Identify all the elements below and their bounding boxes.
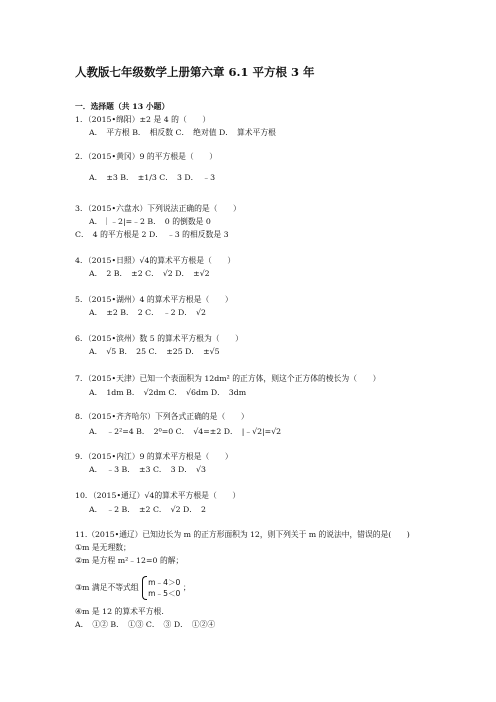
question-1: 1．（2015•绵阳）±2 是 4 的（ ） xyxy=(75,115,211,124)
question-10-options: A． ﹣2 B． ±2 C． √2 D． 2 xyxy=(89,505,206,514)
question-11: 11.（2015•通辽）已知边长为 m 的正方形面积为 12，则下列关于 m 的说法中，错误的是( ) xyxy=(75,530,410,539)
question-11-statement-1: ①m 是无理数； xyxy=(75,543,131,552)
question-8-options: A． ﹣2²=4 B． 2⁰=0 C． √4=±2 D． |﹣√2|=√2 xyxy=(89,427,282,436)
question-11-statement-3 xyxy=(75,577,191,599)
question-6-options: A． √5 B． 25 C． ±25 D． ±√5 xyxy=(89,347,220,356)
question-4-options: A． 2 B． ±2 C． √2 D． ±√2 xyxy=(89,269,210,278)
question-5-options: A． ±2 B． 2 C． ﹣2 D． √2 xyxy=(89,308,206,317)
inequality-2: m﹣5＜0 xyxy=(148,589,181,598)
question-11-statement-4: ④m 是 12 的算术平方根. xyxy=(75,607,164,616)
inequality-1: m﹣4＞0 xyxy=(148,578,181,587)
question-9: 9．（2015•内江）9 的算术平方根是（ ） xyxy=(75,452,233,461)
question-2: 2．（2015•黄冈）9 的平方根是（ ） xyxy=(75,152,218,161)
question-4: 4．（2015•日照）√4的算术平方根是（ ） xyxy=(75,256,236,265)
question-7-options: A． 1dm B． √2dm C． √6dm D． 3dm xyxy=(89,388,247,397)
section-heading: 一．选择题（共 13 小题） xyxy=(75,102,170,111)
question-8: 8．（2015•齐齐哈尔）下列各式正确的是（ ） xyxy=(75,412,249,421)
question-10: 10．（2015•通辽）√4的算术平方根是（ ） xyxy=(75,491,241,500)
question-2-options: A． ±3 B． ±1/3 C． 3 D． ﹣3 xyxy=(89,173,216,182)
question-7: 7．（2015•天津）已知一个表面积为 12dm² 的正方体，则这个正方体的棱长为（ ） xyxy=(75,374,381,383)
statement-3-suffix: ； xyxy=(182,583,191,592)
question-6: 6．（2015•滨州）数 5 的算术平方根为（ ） xyxy=(75,334,243,343)
question-3: 3．（2015•六盘水）下列说法正确的是（ ） xyxy=(75,204,241,213)
document-title: 人教版七年级数学上册第六章 6.1 平方根 3 年 xyxy=(75,65,315,79)
question-1-options: A． 平方根 B． 相反数 C． 绝对值 D． 算术平方根 xyxy=(89,128,276,137)
question-11-options: A． ①② B． ①③ C． ③ D． ①②④ xyxy=(75,620,216,629)
inequality-system xyxy=(142,577,180,599)
question-11-statement-2: ②m 是方程 m²﹣12=0 的解； xyxy=(75,556,184,565)
question-3-options-ab: A．｜﹣2|=﹣2 B． 0 的倒数是 0 xyxy=(89,217,211,226)
question-9-options: A． ﹣3 B． ±3 C． 3 D． √3 xyxy=(89,465,206,474)
statement-3-text: ③m 满足不等式组 xyxy=(75,583,139,592)
question-5: 5．（2015•湖州）4 的算术平方根是（ ） xyxy=(75,295,233,304)
question-3-options-cd: C． 4 的平方根是 2 D． ﹣3 的相反数是 3 xyxy=(75,230,229,239)
